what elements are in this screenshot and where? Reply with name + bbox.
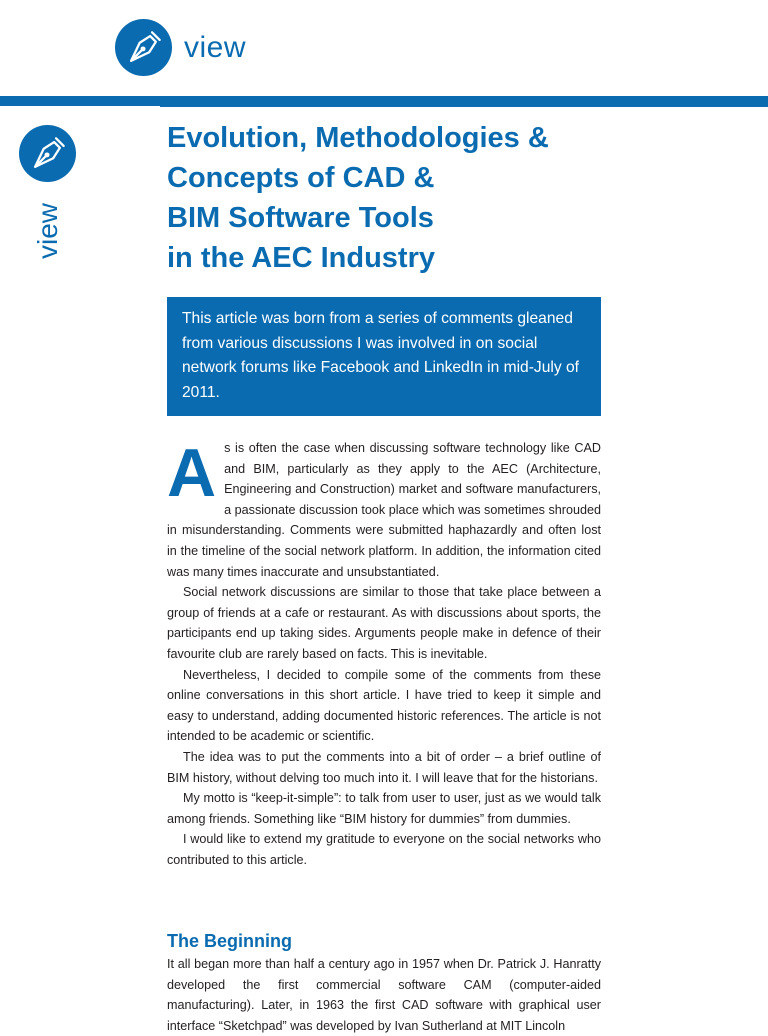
paragraph: I would like to extend my gratitude to everyone on the social networks who contributed to this article. bbox=[167, 832, 601, 867]
title-line: Evolution, Methodologies & bbox=[167, 122, 549, 154]
paragraph: Nevertheless, I decided to compile some of the comments from these online conversations in this short article. I have tried to keep it simple and easy to understand, adding documented historic references. The article is not intended to be academic or scientific. bbox=[167, 667, 601, 744]
paragraph: My motto is “keep-it-simple”: to talk from user to user, just as we would talk among friends. Something like “BIM history for dummies” from dummies. bbox=[167, 791, 601, 826]
intro-box: This article was born from a series of comments gleaned from various discussions I was involved in on social network forums like Facebook and LinkedIn in mid-July of 2011. bbox=[167, 297, 601, 416]
section-heading: The Beginning bbox=[167, 931, 292, 951]
paragraph bbox=[167, 435, 601, 582]
article-title bbox=[167, 118, 607, 278]
fountain-pen-nib-icon bbox=[115, 19, 172, 76]
title-line: BIM Software Tools bbox=[167, 202, 434, 234]
paragraph: It all began more than half a century ago in 1957 when Dr. Patrick J. Hanratty developed the first commercial software CAM (computer-aided manufacturing). Later, in 1963 the first CAD software with graphical user interface “Sketchpad” was developed by Ivan Sutherland at MIT Lincoln bbox=[167, 957, 601, 1033]
article-body bbox=[167, 435, 601, 870]
title-line: Concepts of CAD & bbox=[167, 162, 435, 194]
drop-cap: A bbox=[167, 435, 217, 511]
fountain-pen-nib-icon bbox=[19, 125, 76, 182]
brand-wordmark: view bbox=[184, 31, 247, 64]
header-rule bbox=[0, 96, 768, 106]
title-line: in the AEC Industry bbox=[167, 242, 435, 274]
paragraph: The idea was to put the comments into a bit of order – a brief outline of BIM history, without delving too much into it. I will leave that for the historians. bbox=[167, 749, 601, 785]
paragraph-text: s is often the case when discussing software technology like CAD and BIM, particularly as they apply to the AEC (Architecture, Engineering and Construction) market and software manufacturers, a passionate discussion took place which was sometimes shrouded in misunderstanding. Comments were submitted haphazardly and often lost in the timeline of the social network platform. In addition, the information cited was many times inaccurate and unsubstantiated. bbox=[167, 441, 601, 579]
header-thin-rule bbox=[160, 106, 768, 107]
paragraph: Social network discussions are similar to those that take place between a group of friends at a cafe or restaurant. As with discussions about sports, the participants end up taking sides. Arguments people make in defence of their favourite club are rarely based on facts. This is inevitable. bbox=[167, 585, 601, 661]
side-brand-label: view bbox=[32, 202, 63, 260]
side-brand-wordmark bbox=[25, 196, 71, 266]
